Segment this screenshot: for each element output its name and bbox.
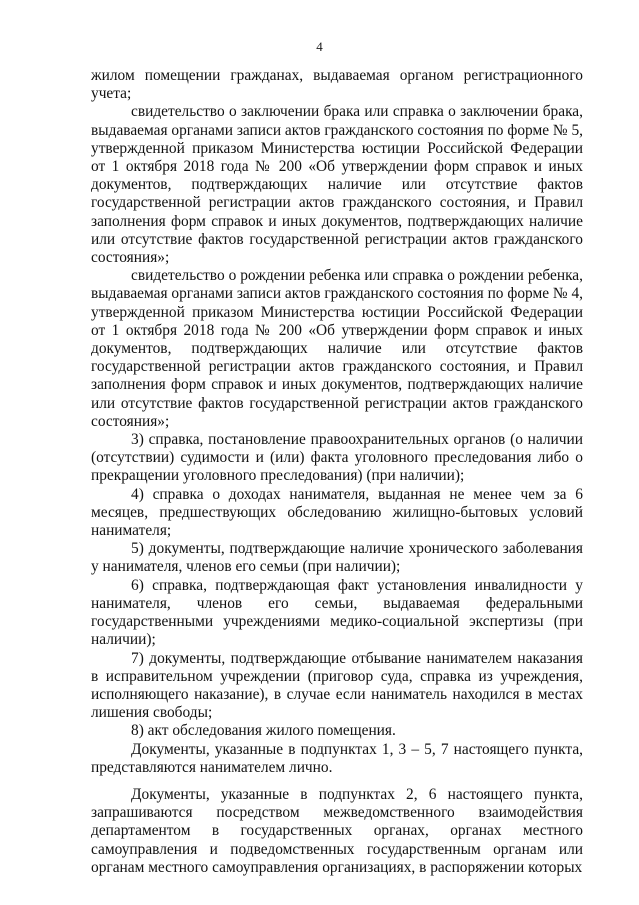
paragraph-interagency-documents: Документы, указанные в подпунктах 2, 6 настоящего пункта, запрашиваются посредством межведомственного взаимодействия департаментом в государственных органах, органах местного самоуправления и подведомственных государственным органам или органам местного самоуправления организациях, в распоряжении которых [91,785,583,876]
list-item-7: 7) документы, подтверждающие отбывание нанимателем наказания в исправительном учреждении (приговор суда, справка из учреждения, исполняющего наказание), в случае если наниматель находился в местах лишения свободы; [91,649,583,722]
list-item-8: 8) акт обследования жилого помещения. [131,722,396,740]
paragraph-birth-certificate: свидетельство о рождении ребенка или справка о рождении ребенка, выдаваемая органами записи актов гражданского состояния по форме № 4, утвержденной приказом Министерства юстиции Российской Федерации от 1 октября 2018 года № 200 «Об утверждении форм справок и иных документов, подтверждающих наличие или отсутствие фактов государственной регистрации актов гражданского состояния, и Правил заполнения форм справок и иных документов, подтверждающих наличие или отсутствие фактов государственной регистрации актов гражданского состояния»; [91,267,583,430]
paragraph-continuation: жилом помещении гражданах, выдаваемая органом регистрационного учета; [91,67,583,103]
page-number: 4 [316,39,323,54]
list-item-5: 5) документы, подтверждающие наличие хронического заболевания у нанимателя, членов его семьи (при наличии); [91,540,583,576]
paragraph-personal-documents: Документы, указанные в подпунктах 1, 3 – 5, 7 настоящего пункта, представляются нанимателем лично. [91,740,583,776]
list-item-4: 4) справка о доходах нанимателя, выданная не менее чем за 6 месяцев, предшествующих обследованию жилищно-бытовых условий нанимателя; [91,485,583,540]
list-item-6: 6) справка, подтверждающая факт установления инвалидности у нанимателя, членов его семьи, выдаваемая федеральными государственными учреждениями медико-социальной экспертизы (при наличии); [91,576,583,649]
document-body [91,67,583,877]
list-item-3: 3) справка, постановление правоохранительных органов (о наличии (отсутствии) судимости и (или) факта уголовного преследования либо о прекращении уголовного преследования) (при наличии); [91,431,583,485]
paragraph-marriage-certificate: свидетельство о заключении брака или справка о заключении брака, выдаваемая органами записи актов гражданского состояния по форме № 5, утвержденной приказом Министерства юстиции Российской Федерации от 1 октября 2018 года № 200 «Об утверждении форм справок и иных документов, подтверждающих наличие или отсутствие фактов государственной регистрации актов гражданского состояния, и Правил заполнения форм справок и иных документов, подтверждающих наличие или отсутствие фактов государственной регистрации актов гражданского состояния»; [91,103,583,267]
